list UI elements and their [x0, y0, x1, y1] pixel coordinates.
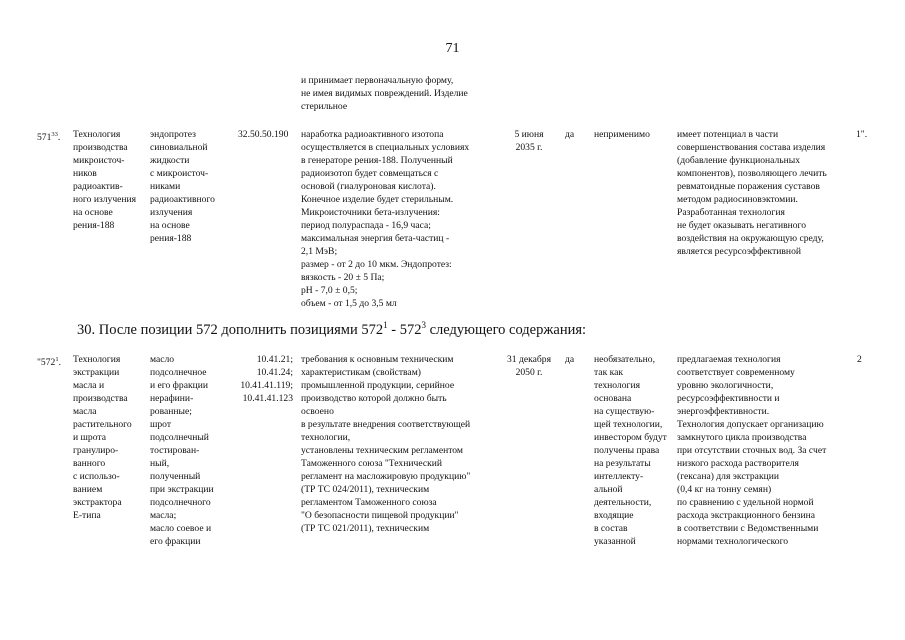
row-571-technology: Технология производства микроисточ- ников радиоактив- ного излучения на основе рения-188 [73, 129, 137, 231]
row-572-number: "$572^1$. [37, 356, 61, 369]
row-572-codes: 10.41.21; 10.41.24; 10.41.41.119; 10.41.41.123 [240, 354, 293, 404]
row-572-flag: да [565, 354, 575, 365]
continuation-description: и принимает первоначальную форму, не имея видимых повреждений. Изделие стерильное [301, 75, 468, 112]
row-572-technology: Технология экстракции масла и производства масла растительного и шрота гранулиро- ванного с использо- ванием экстрактора Е-типа [73, 354, 132, 521]
page-number: 71 [445, 41, 460, 56]
row-571-effect: имеет потенциал в части совершенствования состава изделия (добавление функциональных компонентов), позволяющего лечить ревматоидные поражения суставов методом радиосиновэктомии. Разработанная технология не будет оказывать негативного воздействия на окружающую среду, является ресурсоэффективной [677, 129, 827, 257]
row-572-description: требования к основным техническим характеристикам (свойствам) промышленной продукции, серийное производство которой должно быть освоено в результате внедрения соответствующей технологии, установлены техническим регламентом Таможенного союза "Технический регламент на масложировую продукцию" (ТР ТС 024/2011), техническим регламентом Таможенного союза "О безопасности пищевой продукции" (ТР ТС 021/2011), техническим [301, 354, 471, 534]
row-571-flag: да [565, 129, 575, 140]
row-571-description: наработка радиоактивного изотопа осуществляется в специальных условиях в генераторе рения-188. Полученный радиоизотоп будет совмещаться с основой (гиалуроновая кислота). Конечное изделие будет стерильным. Микроисточники бета-излучения: период полураспада - 16,9 часа; максимальная энергия бета-частиц - 2,1 МэВ; размер - от 2 до 10 мкм. Эндопротез: вязкость - 20 ± 5 Па; pH - 7,0 ± 0,5; объем - от 1,5 до 3,5 мл [301, 129, 470, 309]
row-571-code: 32.50.50.190 [238, 129, 289, 140]
row-572-effect: предлагаемая технология соответствует современному уровню экологичности, ресурсоэффективности и энергоэффективности. Технология допускает организацию замкнутого цикла производства при отсутствии сточных вод. За счет низкого расхода растворителя (гексана) для экстракции (0,4 кг на тонну семян) по сравнению с удельной нормой расхода экстракционного бензина в соответствии с Ведомственными нормами технологического [677, 354, 827, 547]
section-heading: 30. После позиции 572 дополнить позициями $572^1 - 572^3$ следующего содержания: [77, 320, 587, 338]
row-571-products: эндопротез синовиальной жидкости с микроисточ- никами радиоактивного излучения на основе рения-188 [150, 129, 215, 244]
row-571-number: $571^{33}$. [37, 131, 61, 144]
row-572-products: масло подсолнечное и его фракции нерафини- рованные; шрот подсолнечный тостирован- ный, полученный при экстракции подсолнечного масла; масло соевое и его фракции [150, 354, 214, 547]
row-572-applicability: необязательно, так как технология основана на существую- щей технологии, инвестором будут получены права на результаты интеллекту- альной деятельности, входящие в состав указанной [594, 354, 667, 547]
row-571-date: 5 июня 2035 г. [514, 129, 544, 153]
row-571-applicability: неприменимо [594, 129, 650, 140]
row-572-last: 2 [857, 354, 862, 365]
row-572-date: 31 декабря 2050 г. [507, 354, 551, 378]
row-571-last: 1". [856, 129, 868, 140]
